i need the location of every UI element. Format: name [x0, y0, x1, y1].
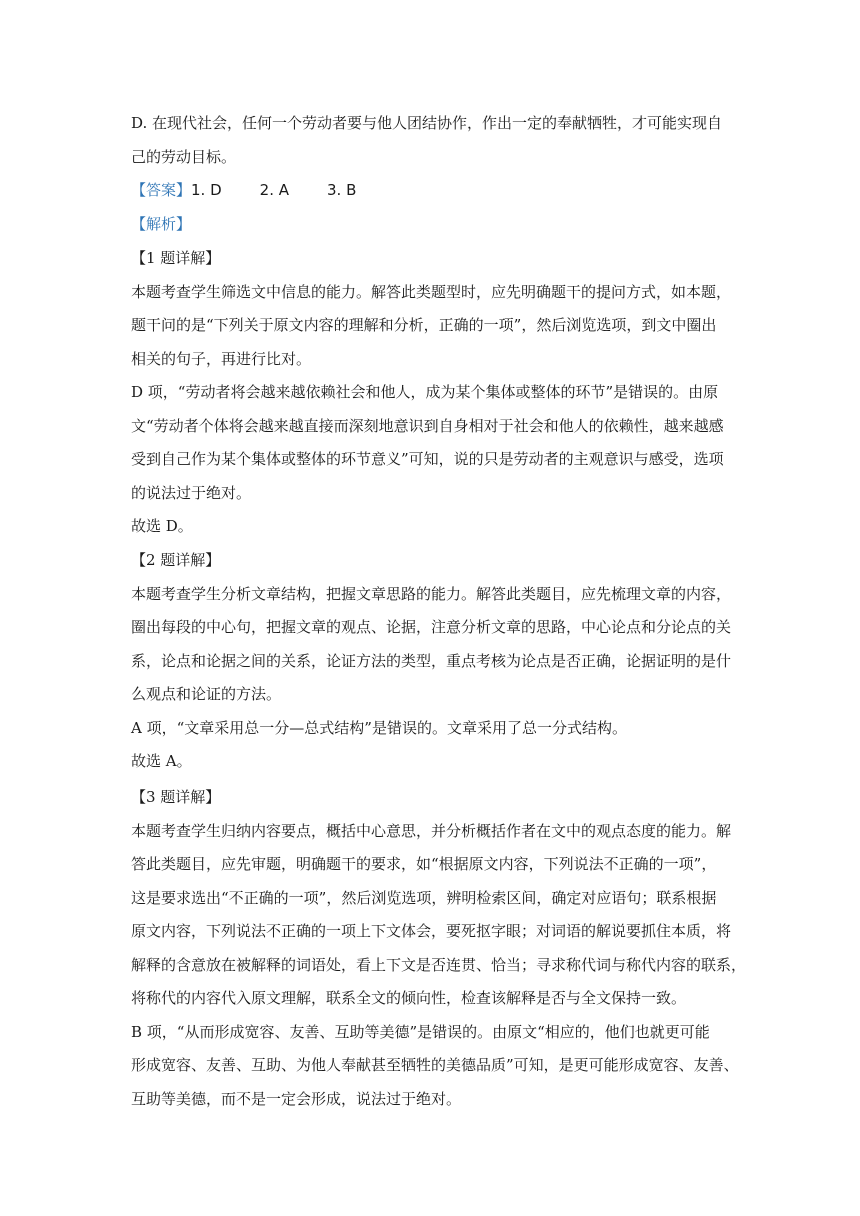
q2-section [131, 544, 731, 779]
option-d-line-1: D. 在现代社会，任何一个劳动者要与他人团结协作，作出一定的奉献牺牲，才可能实现自 [131, 114, 723, 132]
q2-p1-line-3: 系，论点和论据之间的关系，论证方法的类型，重点考核为论点是否正确，论据证明的是什 [131, 651, 732, 670]
q2-p1-line-2: 圈出每段的中心句，把握文章的观点、论据，注意分析文章的思路，中心论点和分论点的关 [131, 618, 732, 636]
q3-p2-line-1: B 项，“从而形成宽容、友善、互助等美德”是错误的。由原文“相应的，他们也就更可能 [131, 1022, 710, 1041]
q1-p1-line-3: 相关的句子，再进行比对。 [131, 349, 312, 368]
q2-choice: 故选 A。 [131, 752, 192, 770]
q3-p1-line-6: 将称代的内容代入原文理解，联系全文的倾向性，检查该解释是否与全文保持一致。 [131, 989, 687, 1007]
q2-p2: A 项，“文章采用总一分—总式结构”是错误的。文章采用了总一分式结构。 [131, 718, 627, 737]
q3-section [131, 781, 747, 1116]
answer-1: 1. D [191, 181, 222, 199]
q1-choice: 故选 D。 [131, 517, 193, 535]
answer-2: 2. A [259, 181, 289, 199]
q3-p2-line-3: 互助等美德，而不是一定会形成，说法过于绝对。 [131, 1089, 462, 1108]
analysis-label: 【解析】 [131, 215, 192, 233]
q1-p2-line-2: 文“劳动者个体将会越来越直接而深刻地意识到自身相对于社会和他人的依赖性，越来越感 [131, 416, 724, 435]
analysis-heading [131, 208, 731, 242]
answer-3: 3. B [327, 181, 357, 199]
q3-title: 【3 题详解】 [131, 788, 221, 806]
q3-p2-line-2: 形成宽容、友善、互助、为他人奉献甚至牺牲的美德品质”可知，是更可能形成宽容、友善、 [131, 1056, 739, 1074]
q3-p1-line-2: 答此类题目，应先审题，明确题干的要求，如“根据原文内容，下列说法不正确的一项”， [131, 855, 717, 873]
q1-p1-line-2: 题干问的是“下列关于原文内容的理解和分析，正确的一项”，然后浏览选项，到文中圈出 [131, 316, 717, 334]
answer-label: 【答案】 [131, 181, 192, 199]
q1-p1-line-1: 本题考查学生筛选文中信息的能力。解答此类题型时，应先明确题干的提问方式，如本题， [131, 282, 732, 301]
q3-p1-line-5: 解释的含意放在被解释的词语处，看上下文是否连贯、恰当；寻求称代词与称代内容的联系， [131, 955, 747, 974]
q1-p2-line-3: 受到自己作为某个集体或整体的环节意义”可知，说的只是劳动者的主观意识与感受，选项 [131, 450, 724, 468]
q2-p1-line-1: 本题考查学生分析文章结构，把握文章思路的能力。解答此类题目，应先梳理文章的内容， [131, 584, 732, 603]
q1-title: 【1 题详解】 [131, 249, 221, 267]
option-d-paragraph [131, 107, 731, 174]
option-d-line-2: 己的劳动目标。 [131, 147, 237, 166]
answer-line [131, 174, 731, 208]
q2-p1-line-4: 么观点和论证的方法。 [131, 685, 282, 703]
q1-p2-line-1: D 项，“劳动者将会越来越依赖社会和他人，成为某个集体或整体的环节”是错误的。由原 [131, 383, 719, 401]
q3-p1-line-4: 原文内容，下列说法不正确的一项上下文体会，要死抠字眼；对词语的解说要抓住本质，将 [131, 922, 732, 940]
q3-p1-line-1: 本题考查学生归纳内容要点，概括中心意思，并分析概括作者在文中的观点态度的能力。解 [131, 821, 732, 840]
q1-section [131, 242, 731, 544]
q3-p1-line-3: 这是要求选出“不正确的一项”，然后浏览选项，辨明检索区间，确定对应语句；联系根据 [131, 888, 717, 907]
q2-title: 【2 题详解】 [131, 551, 221, 569]
q1-p2-line-4: 的说法过于绝对。 [131, 483, 252, 502]
